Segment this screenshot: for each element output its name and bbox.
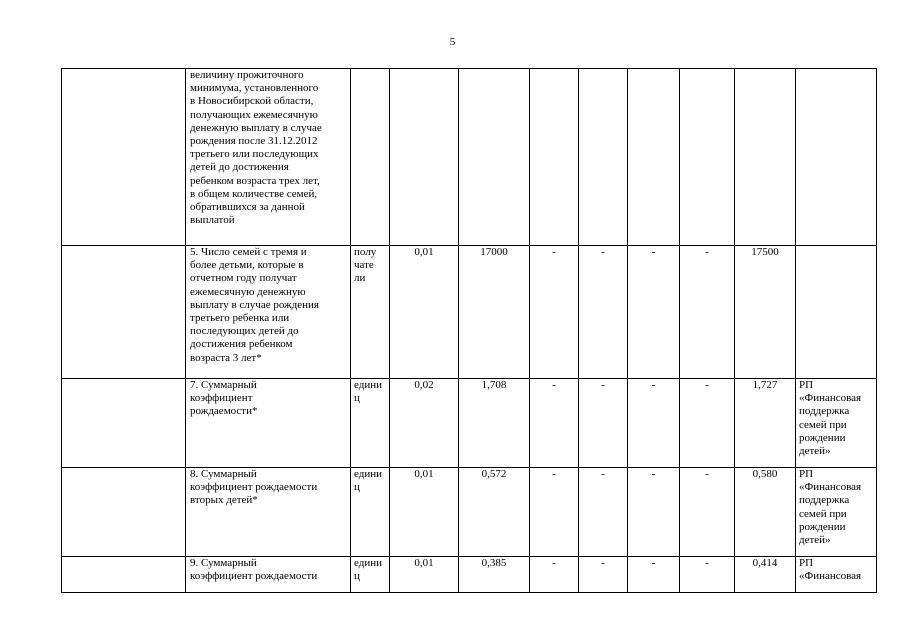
indicator-cell-line: минимума, установленного [190,82,319,95]
table-row [62,557,877,593]
indicator-cell-line: рождаемости* [190,405,258,418]
program-cell-line: «Финансовая [799,570,862,583]
indicator-cell-line: третьего или последующих [190,148,319,161]
program-cell-line: семей при [799,418,847,431]
unit-cell [351,246,390,379]
year-4-cell [680,69,735,246]
table-row [62,69,877,246]
program-cell-line: рождении [799,431,846,444]
indicator-cell [186,557,351,593]
table-row [62,379,877,468]
weight-cell: 0,01 [390,468,459,557]
base-value-cell [459,69,530,246]
indicator-cell [186,468,351,557]
indicator-cell-line: ежемесячную денежную [190,285,306,298]
indicator-cell-line: в Новосибирской области, [190,95,314,108]
indicator-cell-line: коэффициент рождаемости [190,570,318,583]
year-3-cell [628,69,680,246]
indicator-cell [186,379,351,468]
indicator-cell-line: 5. Число семей с тремя и [190,246,307,258]
unit-cell-line: ц [354,481,360,494]
target-value-cell [735,69,796,246]
unit-cell [351,379,390,468]
program-cell-line: поддержка [799,405,850,418]
indicator-cell-line: коэффициент [190,392,253,405]
unit-cell-line: ли [354,272,366,285]
base-value-cell: 0,385 [459,557,530,593]
program-cell-line: РП [799,379,814,391]
indicator-cell-line: рождения после 31.12.2012 [190,135,318,148]
year-1-cell: - [530,468,579,557]
year-2-cell: - [579,379,628,468]
row-number-cell [62,557,186,593]
target-value-cell: 0,580 [735,468,796,557]
weight-cell: 0,02 [390,379,459,468]
program-cell-line: РП [799,557,814,569]
year-3-cell: - [628,379,680,468]
unit-cell-line: чате [354,259,374,272]
program-cell-line: поддержка [799,494,850,507]
program-cell [796,379,877,468]
year-2-cell [579,69,628,246]
program-cell [796,468,877,557]
year-2-cell: - [579,468,628,557]
indicator-cell-line: последующих детей до [190,325,299,338]
unit-cell-line: ц [354,570,360,583]
indicator-cell-line: более детьми, которые в [190,259,304,272]
unit-cell-line: едини [354,468,382,480]
indicator-cell-line: выплату в случае рождения [190,298,319,311]
indicator-cell-line: денежную выплату в случае [190,121,322,134]
year-1-cell: - [530,246,579,379]
indicator-cell-line: третьего ребенка или [190,312,290,325]
indicator-cell-line: величину прожиточного [190,69,304,81]
unit-cell-line: едини [354,379,382,391]
indicator-cell-line: коэффициент рождаемости [190,481,318,494]
base-value-cell: 17000 [459,246,530,379]
weight-cell: 0,01 [390,246,459,379]
program-cell-line: «Финансовая [799,392,862,405]
weight-cell: 0,01 [390,557,459,593]
year-4-cell: - [680,557,735,593]
unit-cell [351,69,390,246]
indicator-cell [186,69,351,246]
indicators-table [61,68,877,593]
indicator-cell-line: детей до достижения [190,161,289,174]
indicator-cell-line: 8. Суммарный [190,468,257,480]
program-cell [796,69,877,246]
program-cell-line: семей при [799,507,847,520]
program-cell-line: детей» [799,534,831,547]
program-cell [796,246,877,379]
table-row [62,246,877,379]
year-4-cell: - [680,379,735,468]
unit-cell-line: едини [354,557,382,569]
indicator-cell-line: выплатой [190,214,235,227]
target-value-cell: 1,727 [735,379,796,468]
indicator-cell-line: в общем количестве семей, [190,187,318,200]
unit-cell [351,468,390,557]
page-number: 5 [449,36,456,48]
indicator-cell-line: 9. Суммарный [190,557,257,569]
table-row [62,468,877,557]
weight-cell [390,69,459,246]
indicator-cell-line: ребенком возраста трех лет, [190,174,320,187]
row-number-cell [62,468,186,557]
year-4-cell: - [680,246,735,379]
indicator-cell [186,246,351,379]
program-cell-line: РП [799,468,814,480]
program-cell [796,557,877,593]
unit-cell-line: ц [354,392,360,405]
program-cell-line: «Финансовая [799,481,862,494]
target-value-cell: 0,414 [735,557,796,593]
indicator-cell-line: 7. Суммарный [190,379,257,391]
row-number-cell [62,379,186,468]
year-3-cell: - [628,246,680,379]
indicator-cell-line: вторых детей* [190,494,258,507]
indicator-cell-line: отчетном году получат [190,272,297,285]
indicator-cell-line: достижения ребенком [190,338,293,351]
year-3-cell: - [628,557,680,593]
year-3-cell: - [628,468,680,557]
base-value-cell: 1,708 [459,379,530,468]
indicator-cell-line: получающих ежемесячную [190,108,318,121]
unit-cell-line: полу [354,246,377,258]
year-2-cell: - [579,246,628,379]
indicator-cell-line: возраста 3 лет* [190,351,262,364]
row-number-cell [62,246,186,379]
target-value-cell: 17500 [735,246,796,379]
unit-cell [351,557,390,593]
indicator-cell-line: обратившихся за данной [190,201,305,214]
year-1-cell: - [530,557,579,593]
year-2-cell: - [579,557,628,593]
year-1-cell: - [530,379,579,468]
program-cell-line: детей» [799,445,831,458]
base-value-cell: 0,572 [459,468,530,557]
year-1-cell [530,69,579,246]
year-4-cell: - [680,468,735,557]
row-number-cell [62,69,186,246]
program-cell-line: рождении [799,520,846,533]
